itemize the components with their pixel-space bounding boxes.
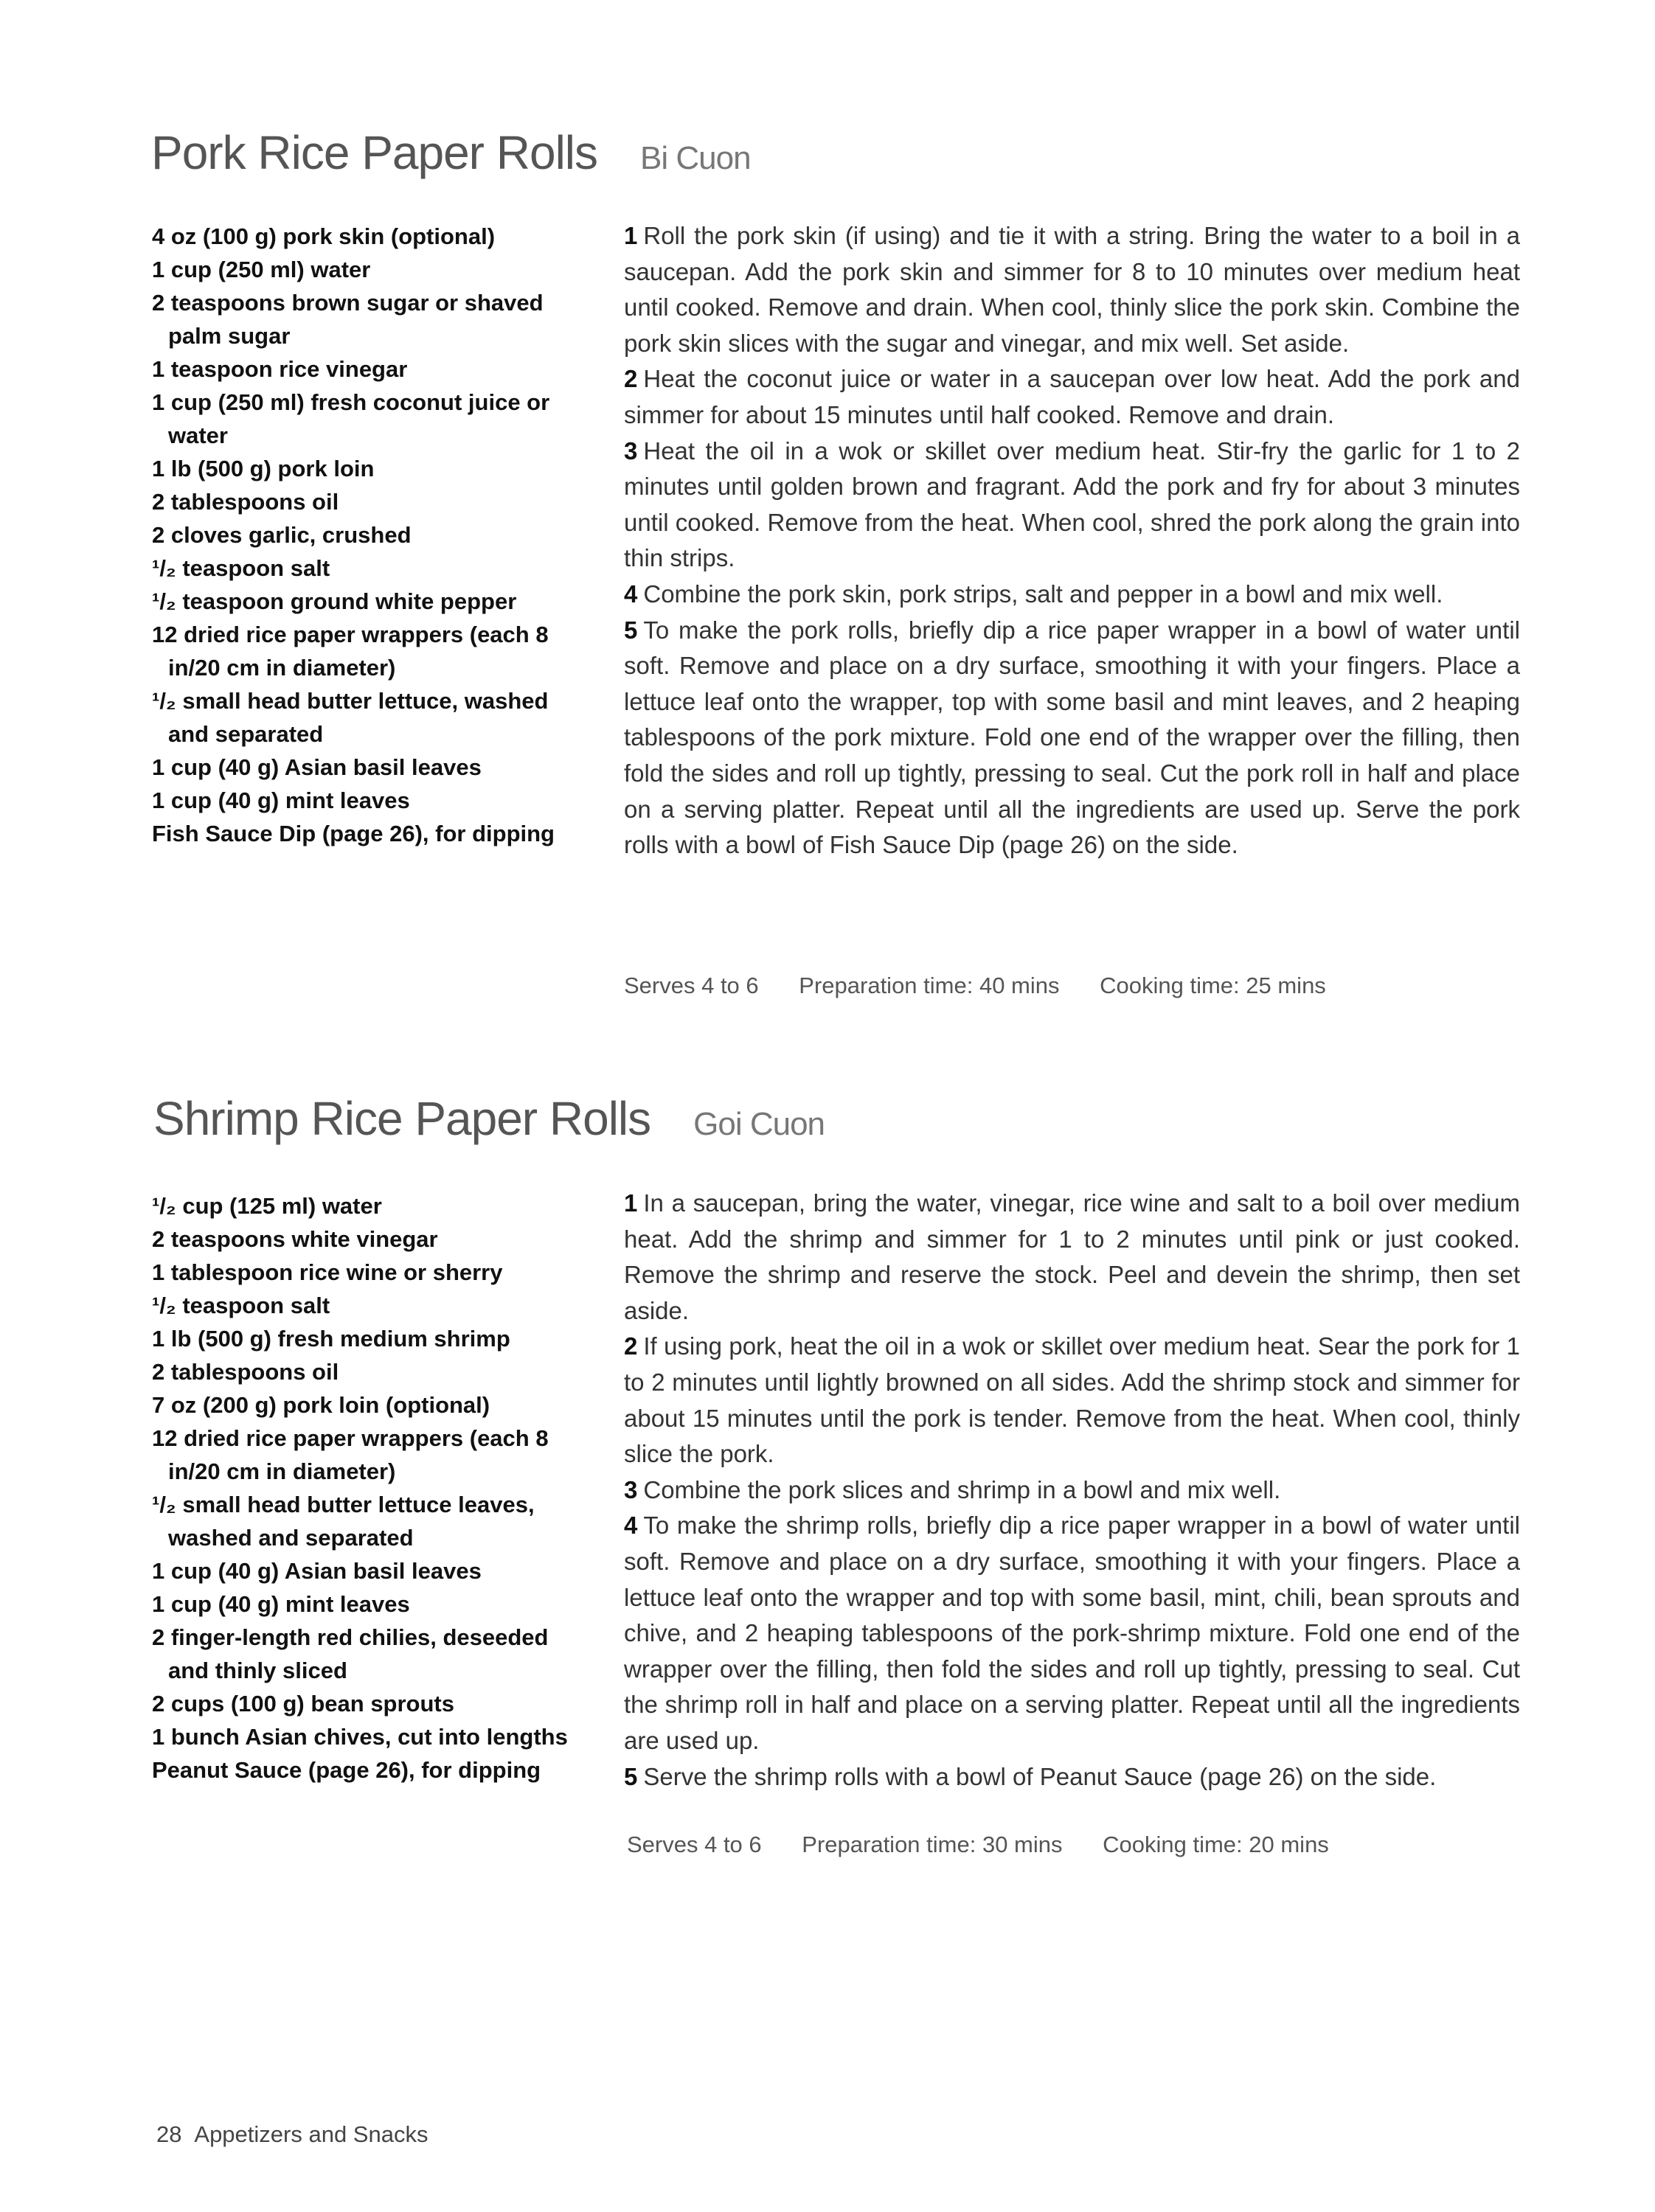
method-step bbox=[624, 1508, 1520, 1759]
step-text: In a saucepan, bring the water, vinegar, rice wine and salt to a boil over medium heat. Add the shrimp and simmer for 1 to 2 minutes until pink or just cooked. Remove the shrimp and reserve the stock. Peel and devein the shrimp, then set aside. bbox=[624, 1189, 1520, 1324]
ingredient-item: ¹/₂ teaspoon salt bbox=[152, 1293, 330, 1318]
ingredient-list bbox=[152, 1189, 594, 1787]
ingredient-item: 1 lb (500 g) fresh medium shrimp bbox=[152, 1326, 510, 1352]
ingredient-item: Fish Sauce Dip (page 26), for dipping bbox=[152, 821, 555, 846]
recipe-heading bbox=[151, 125, 751, 180]
ingredient-item: 1 cup (250 ml) fresh coconut juice or water bbox=[152, 389, 550, 448]
cook-time: Cooking time: 20 mins bbox=[1103, 1832, 1329, 1857]
ingredient-item: 7 oz (200 g) pork loin (optional) bbox=[152, 1392, 490, 1418]
step-text: Serve the shrimp rolls with a bowl of Peanut Sauce (page 26) on the side. bbox=[643, 1762, 1437, 1790]
method-step bbox=[624, 1186, 1520, 1329]
ingredient-item: Peanut Sauce (page 26), for dipping bbox=[152, 1757, 541, 1783]
ingredient-item: 2 finger-length red chilies, deseeded and thinly sliced bbox=[152, 1624, 549, 1683]
section-name: Appetizers and Snacks bbox=[194, 2121, 429, 2147]
step-text: Combine the pork skin, pork strips, salt and pepper in a bowl and mix well. bbox=[643, 580, 1443, 608]
ingredient-item: ¹/₂ small head butter lettuce leaves, washed and separated bbox=[152, 1492, 535, 1551]
step-text: To make the shrimp rolls, briefly dip a rice paper wrapper in a bowl of water until soft. Remove and place on a dry surface, smoothing it with your fingers. Place a lettuce leaf onto the wrapper and top with some basil, mint, chili, bean sprouts and chive, and 2 heaping tablespoons of the pork-shrimp mixture. Fold one end of the wrapper over the filling, then fold the sides and roll up tightly, pressing to seal. Cut the shrimp roll in half and place on a serving platter. Repeat until all the ingredients are used up. bbox=[624, 1512, 1520, 1754]
method-step bbox=[624, 577, 1520, 613]
serves: Serves 4 to 6 bbox=[627, 1832, 762, 1857]
ingredient-item: 2 cups (100 g) bean sprouts bbox=[152, 1691, 454, 1717]
ingredient-item: 2 tablespoons oil bbox=[152, 489, 339, 515]
step-text: Combine the pork slices and shrimp in a bowl and mix well. bbox=[643, 1475, 1281, 1503]
step-number: 3 bbox=[624, 1475, 638, 1503]
cook-time: Cooking time: 25 mins bbox=[1100, 973, 1326, 998]
ingredient-item: ¹/₂ teaspoon salt bbox=[152, 555, 330, 581]
ingredient-list bbox=[152, 220, 594, 850]
ingredient-item: 2 tablespoons oil bbox=[152, 1359, 339, 1385]
step-number: 2 bbox=[624, 1332, 638, 1360]
recipe-title: Pork Rice Paper Rolls bbox=[151, 126, 597, 179]
step-text: If using pork, heat the oil in a wok or skillet over medium heat. Sear the pork for 1 to 2 minutes until lightly browned on all sides. Add the shrimp stock and simmer for about 15 minutes until the pork is tender. Remove from the heat. When cool, thinly slice the pork. bbox=[624, 1332, 1520, 1468]
page-footer bbox=[156, 2121, 428, 2148]
ingredient-item: 1 bunch Asian chives, cut into lengths bbox=[152, 1724, 568, 1750]
method-step bbox=[624, 218, 1520, 361]
step-number: 4 bbox=[624, 580, 638, 608]
ingredient-item: 4 oz (100 g) pork skin (optional) bbox=[152, 223, 496, 249]
page-number: 28 bbox=[156, 2121, 182, 2147]
recipe-title: Shrimp Rice Paper Rolls bbox=[153, 1092, 651, 1145]
ingredient-item: 12 dried rice paper wrappers (each 8 in/20 cm in diameter) bbox=[152, 622, 549, 681]
ingredient-item: 1 lb (500 g) pork loin bbox=[152, 456, 375, 481]
prep-time: Preparation time: 40 mins bbox=[799, 973, 1060, 998]
ingredient-item: ¹/₂ cup (125 ml) water bbox=[152, 1193, 382, 1219]
step-text: Heat the coconut juice or water in a saucepan over low heat. Add the pork and simmer for about 15 minutes until half cooked. Remove and drain. bbox=[624, 365, 1520, 428]
ingredient-item: 2 cloves garlic, crushed bbox=[152, 522, 412, 548]
ingredient-item: ¹/₂ small head butter lettuce, washed and separated bbox=[152, 688, 549, 747]
prep-time: Preparation time: 30 mins bbox=[802, 1832, 1063, 1857]
step-number: 4 bbox=[624, 1512, 638, 1540]
step-number: 3 bbox=[624, 437, 638, 465]
method-step bbox=[624, 1472, 1520, 1509]
ingredient-item: 1 cup (40 g) mint leaves bbox=[152, 787, 410, 813]
step-text: To make the pork rolls, briefly dip a rice paper wrapper in a bowl of water until soft. Remove and place on a dry surface, smoothing it with your fingers. Place a lettuce leaf onto the wrapper, top with some basil and mint leaves, and 2 heaping tablespoons of the pork mixture. Fold one end of the wrapper over the filling, then fold the sides and roll up tightly, pressing to seal. Cut the pork roll in half and place on a serving platter. Repeat until all the ingredients are used up. Serve the pork rolls with a bowl of Fish Sauce Dip (page 26) on the side. bbox=[624, 616, 1520, 859]
ingredient-item: 12 dried rice paper wrappers (each 8 in/20 cm in diameter) bbox=[152, 1425, 549, 1484]
method-step bbox=[624, 434, 1520, 577]
step-text: Heat the oil in a wok or skillet over medium heat. Stir-fry the garlic for 1 to 2 minutes until golden brown and fragrant. Add the pork and fry for about 3 minutes until cooked. Remove from the heat. When cool, shred the pork along the grain into thin strips. bbox=[624, 437, 1520, 572]
ingredient-item: 1 teaspoon rice vinegar bbox=[152, 356, 408, 382]
ingredient-item: 2 teaspoons white vinegar bbox=[152, 1226, 438, 1252]
step-number: 2 bbox=[624, 365, 638, 393]
ingredient-item: ¹/₂ teaspoon ground white pepper bbox=[152, 588, 517, 614]
step-number: 1 bbox=[624, 222, 638, 249]
step-text: Roll the pork skin (if using) and tie it with a string. Bring the water to a boil in a saucepan. Add the pork skin and simmer for 8 to 10 minutes over medium heat until cooked. Remove and drain. When cool, thinly slice the pork skin. Combine the pork skin slices with the sugar and vinegar, and mix well. Set aside. bbox=[624, 222, 1520, 357]
recipe-subtitle: Bi Cuon bbox=[640, 140, 751, 176]
method-step bbox=[624, 1759, 1520, 1795]
recipe-heading bbox=[153, 1091, 825, 1146]
recipe-subtitle: Goi Cuon bbox=[693, 1106, 825, 1142]
method-steps bbox=[624, 1186, 1520, 1795]
recipe-meta bbox=[627, 1832, 1363, 1858]
ingredient-item: 2 teaspoons brown sugar or shaved palm sugar bbox=[152, 290, 544, 349]
method-step bbox=[624, 1329, 1520, 1472]
method-step bbox=[624, 613, 1520, 863]
step-number: 5 bbox=[624, 1762, 638, 1790]
step-number: 1 bbox=[624, 1189, 638, 1217]
step-number: 5 bbox=[624, 616, 638, 644]
serves: Serves 4 to 6 bbox=[624, 973, 759, 998]
ingredient-item: 1 tablespoon rice wine or sherry bbox=[152, 1259, 503, 1285]
recipe-meta bbox=[624, 973, 1360, 999]
ingredient-item: 1 cup (40 g) Asian basil leaves bbox=[152, 754, 482, 780]
ingredient-item: 1 cup (40 g) mint leaves bbox=[152, 1591, 410, 1617]
ingredient-item: 1 cup (250 ml) water bbox=[152, 257, 371, 282]
ingredient-item: 1 cup (40 g) Asian basil leaves bbox=[152, 1558, 482, 1584]
method-steps bbox=[624, 218, 1520, 863]
method-step bbox=[624, 361, 1520, 433]
